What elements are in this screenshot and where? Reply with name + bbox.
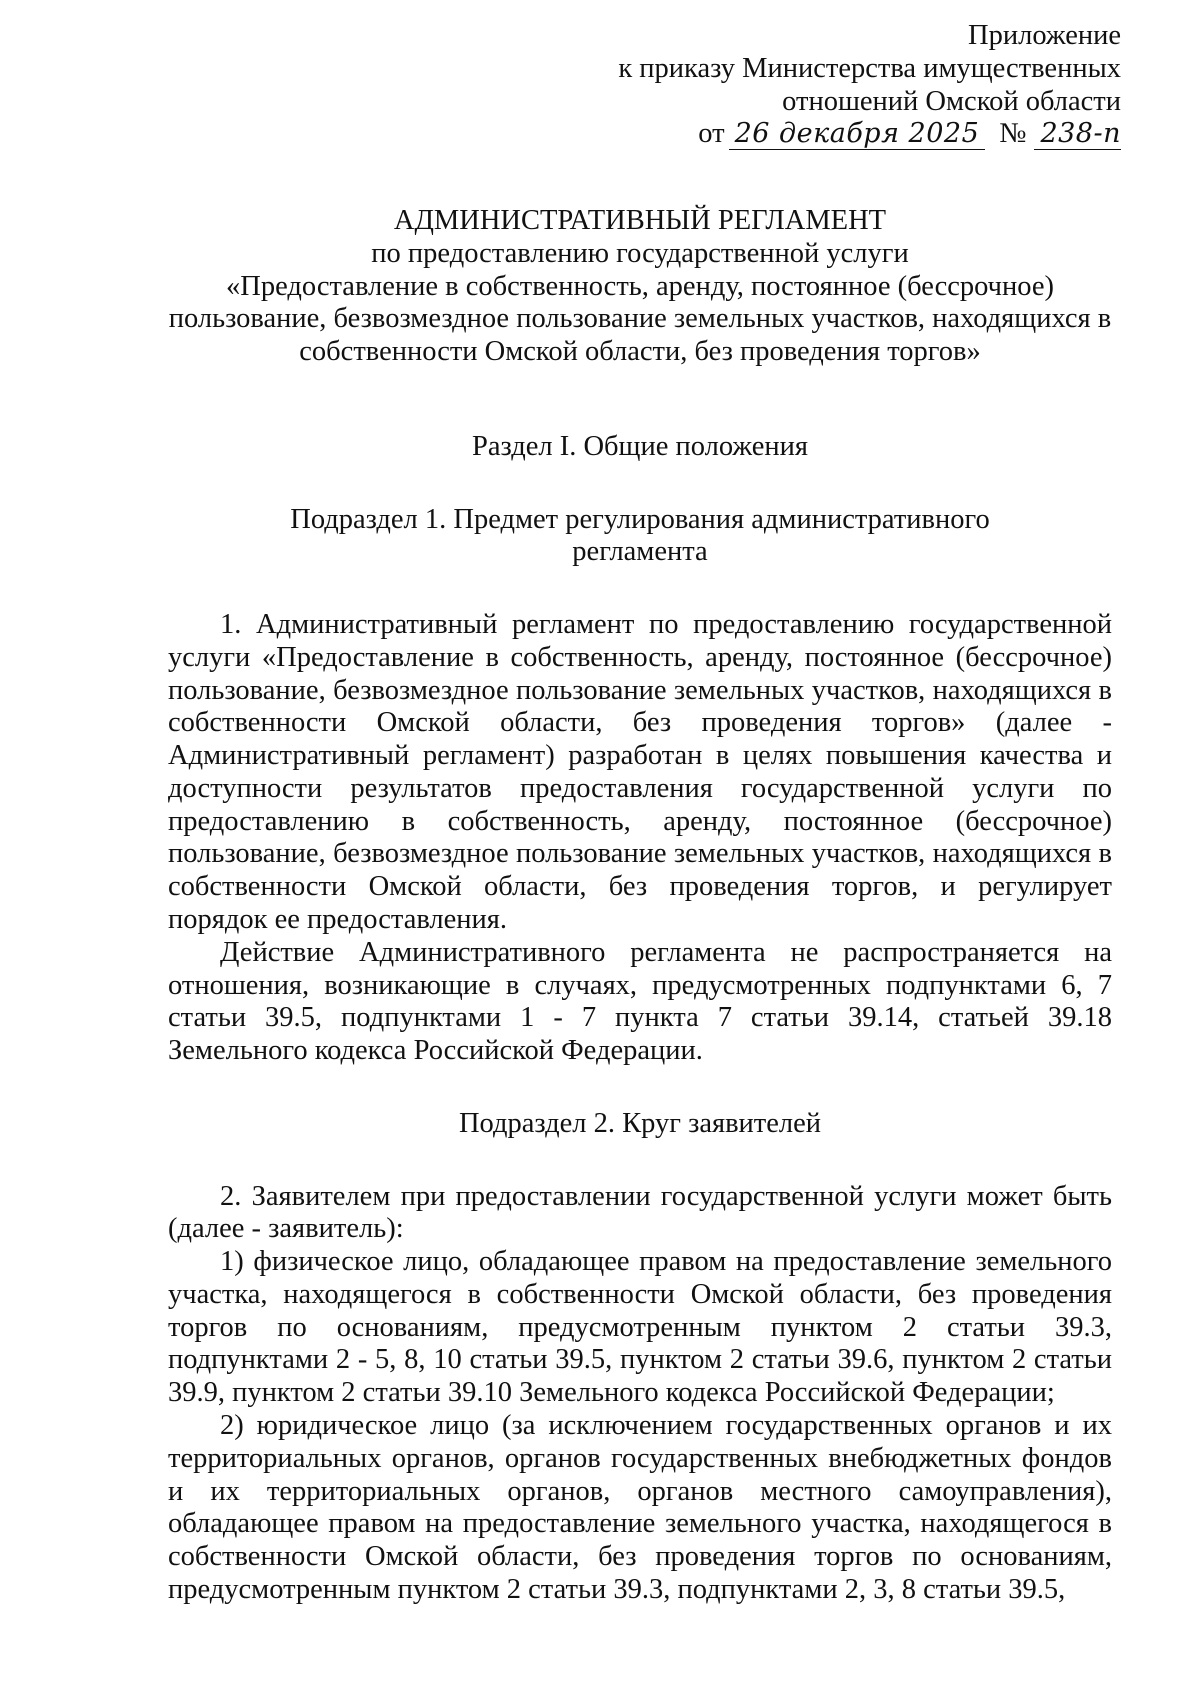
paragraph-2: 2. Заявителем при предоставлении государственной услуги может быть (далее - заявитель): xyxy=(168,1180,1112,1245)
handwritten-order-number: 238-п xyxy=(1034,119,1121,150)
number-label: № xyxy=(999,118,1027,150)
title-line-4: пользование, безвозмездное пользование земельных участков, находящихся в xyxy=(168,303,1112,335)
paragraph-scope: Действие Административного регламента не распространяется на отношения, возникающие в случаях, предусмотренных подпунктами 6, 7 статьи 39.5, подпунктами 1 - 7 пункта 7 статьи 39.14, статьей 39.18 Земельного кодекса Российской Федерации. xyxy=(168,936,1112,1067)
title-line-1: АДМИНИСТРАТИВНЫЙ РЕГЛАМЕНТ xyxy=(393,205,887,236)
subsection-1-heading xyxy=(168,504,1112,570)
document-title xyxy=(168,205,1112,369)
title-line-5: собственности Омской области, без проведения торгов» xyxy=(299,336,981,368)
subsection-1-heading-line-2: регламента xyxy=(572,536,708,568)
paragraph-1: 1. Административный регламент по предоставлению государственной услуги «Предоставление в собственность, аренду, постоянное (бессрочное) пользование, безвозмездное пользование земельных участков, находящихся в собственности Омской области, без проведения торгов» (далее - Административный регламент) разработан в целях повышения качества и доступности результатов предоставления государственной услуги по предоставлению в собственность, аренду, постоянное (бессрочное) пользование, безвозмездное пользование земельных участков, находящихся в собственности Омской области, без проведения торгов, и регулирует порядок ее предоставления. xyxy=(168,609,1112,936)
appendix-header xyxy=(521,20,1121,151)
subsection-2-text xyxy=(168,1181,1112,1607)
title-line-2: по предоставлению государственной услуги xyxy=(371,237,909,269)
section-1-heading: Раздел I. Общие положения xyxy=(471,430,808,462)
order-date-number-line xyxy=(521,118,1121,151)
appendix-label: Приложение xyxy=(968,20,1121,51)
subsection-2-heading: Подраздел 2. Круг заявителей xyxy=(458,1107,822,1139)
ministry-name-line: отношений Омской области xyxy=(782,85,1121,117)
handwritten-date: 26 декабря 2025 xyxy=(729,119,986,150)
subsection-1-text xyxy=(168,609,1112,1068)
title-line-3: «Предоставление в собственность, аренду, постоянное (бессрочное) xyxy=(226,270,1054,302)
document-body xyxy=(168,205,1112,1607)
list-item-1: 1) физическое лицо, обладающее правом на предоставление земельного участка, находящегося в собственности Омской области, без проведения торгов по основаниям, предусмотренным пунктом 2 статьи 39.3, подпунктами 2 - 5, 8, 10 статьи 39.5, пунктом 2 статьи 39.6, пунктом 2 статьи 39.9, пунктом 2 статьи 39.10 Земельного кодекса Российской Федерации; xyxy=(168,1246,1112,1409)
subsection-1-heading-line-1: Подраздел 1. Предмет регулирования административного xyxy=(290,503,990,535)
list-item-2: 2) юридическое лицо (за исключением государственных органов и их территориальных органов, органов государственных внебюджетных фондов и их территориальных органов, органов местного самоуправления), обладающее правом на предоставление земельного участка, находящегося в собственности Омской области, без проведения торгов по основаниям, предусмотренным пунктом 2 статьи 39.3, подпунктами 2, 3, 8 статьи 39.5, xyxy=(168,1409,1112,1605)
order-reference-line: к приказу Министерства имущественных xyxy=(618,52,1121,84)
from-label: от xyxy=(698,118,725,150)
